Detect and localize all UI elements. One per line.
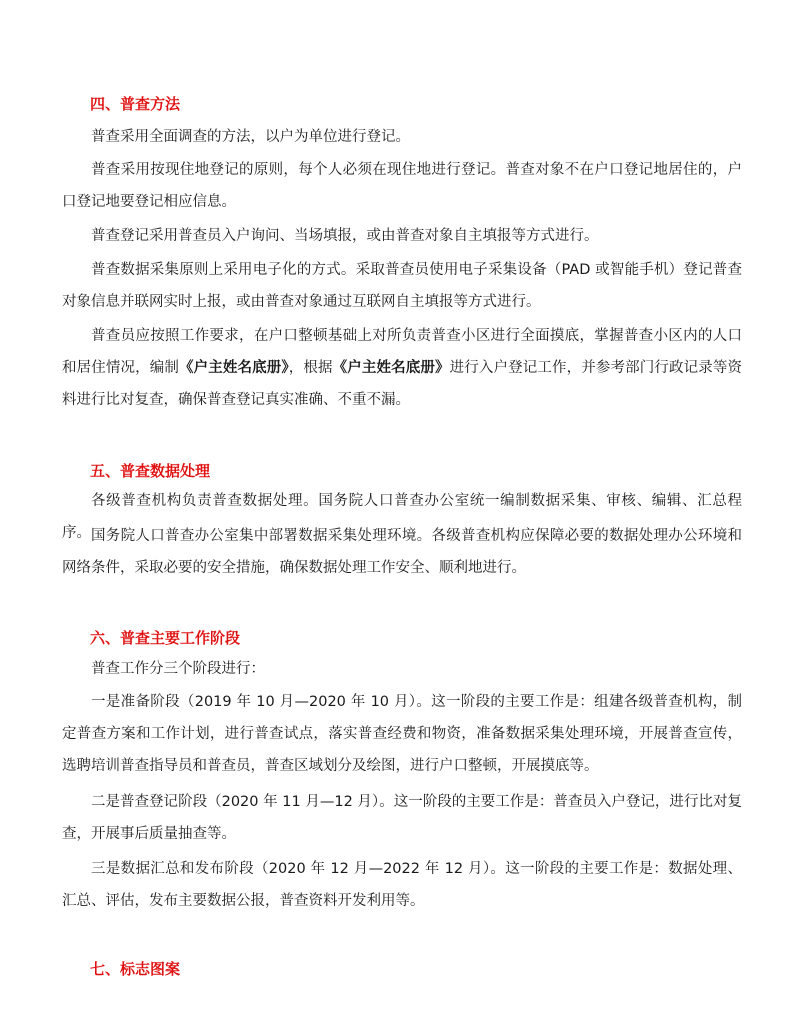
section-six-paragraph-2: 一是准备阶段（2019 年 10 月—2020 年 10 月）。这一阶段的主要工作是：组建各级普查机构，制定普查方案和工作计划，进行普查试点，落实普查经费和物资，准备数据采集处理环境，开展普查宣传，选聘培训普查指导员和普查员，普查区域划分及绘图，进行户口整顿，开展摸底等。: [62, 694, 742, 774]
section-five-heading: 五、普查数据处理: [90, 462, 211, 480]
section-six-paragraph-1: 普查工作分三个阶段进行：: [91, 661, 265, 677]
section-seven-heading: 七、标志图案: [90, 960, 181, 978]
section-four-paragraph-2: 普查采用按现住地登记的原则，每个人必须在现住地进行登记。普查对象不在户口登记地居住的，户口登记地要登记相应信息。: [62, 162, 742, 210]
paragraph-5-text-a: 普查员应按照工作要求，在户口整顿基础上对所负责普查小区进行全面摸底，掌握普查小区内的人口和居住情况，编制: [62, 328, 742, 376]
paragraph-5-text-c: ，根据: [288, 360, 333, 376]
section-six-paragraph-4: 三是数据汇总和发布阶段（2020 年 12 月—2022 年 12 月）。这一阶段的主要工作是：数据处理、汇总、评估，发布主要数据公报，普查资料开发利用等。: [62, 861, 742, 909]
section-four-heading: 四、普查方法: [90, 95, 181, 113]
household-register-title-2: 《户主姓名底册》: [332, 360, 450, 376]
section-six-paragraph-3: 二是普查登记阶段（2020 年 11 月—12 月）。这一阶段的主要工作是：普查员入户登记，进行比对复查，开展事后质量抽查等。: [62, 794, 742, 842]
section-four-paragraph-1: 普查采用全面调查的方法，以户为单位进行登记。: [91, 129, 410, 145]
household-register-title-1: 《户主姓名底册》: [179, 360, 289, 376]
paragraph-5-text-e: 进行入户登记工作，并参考部门行政记录等资料进行比对复查，确保普查登记真实准确、不重不漏。: [62, 360, 742, 408]
section-four-paragraph-4: 普查数据采集原则上采用电子化的方式。采取普查员使用电子采集设备（PAD 或智能手机）登记普查对象信息并联网实时上报，或由普查对象通过互联网自主填报等方式进行。: [62, 262, 742, 310]
section-four-paragraph-3: 普查登记采用普查员入户询问、当场填报，或由普查对象自主填报等方式进行。: [91, 228, 599, 244]
section-five-paragraph-1: 各级普查机构负责普查数据处理。国务院人口普查办公室统一编制数据采集、审核、编辑、汇总程序。: [62, 493, 742, 541]
section-four-paragraph-5: [62, 320, 742, 416]
section-five-paragraph-2: 国务院人口普查办公室集中部署数据采集处理环境。各级普查机构应保障必要的数据处理办公环境和网络条件，采取必要的安全措施，确保数据处理工作安全、顺利地进行。: [62, 528, 742, 576]
section-six-heading: 六、普查主要工作阶段: [90, 629, 241, 647]
